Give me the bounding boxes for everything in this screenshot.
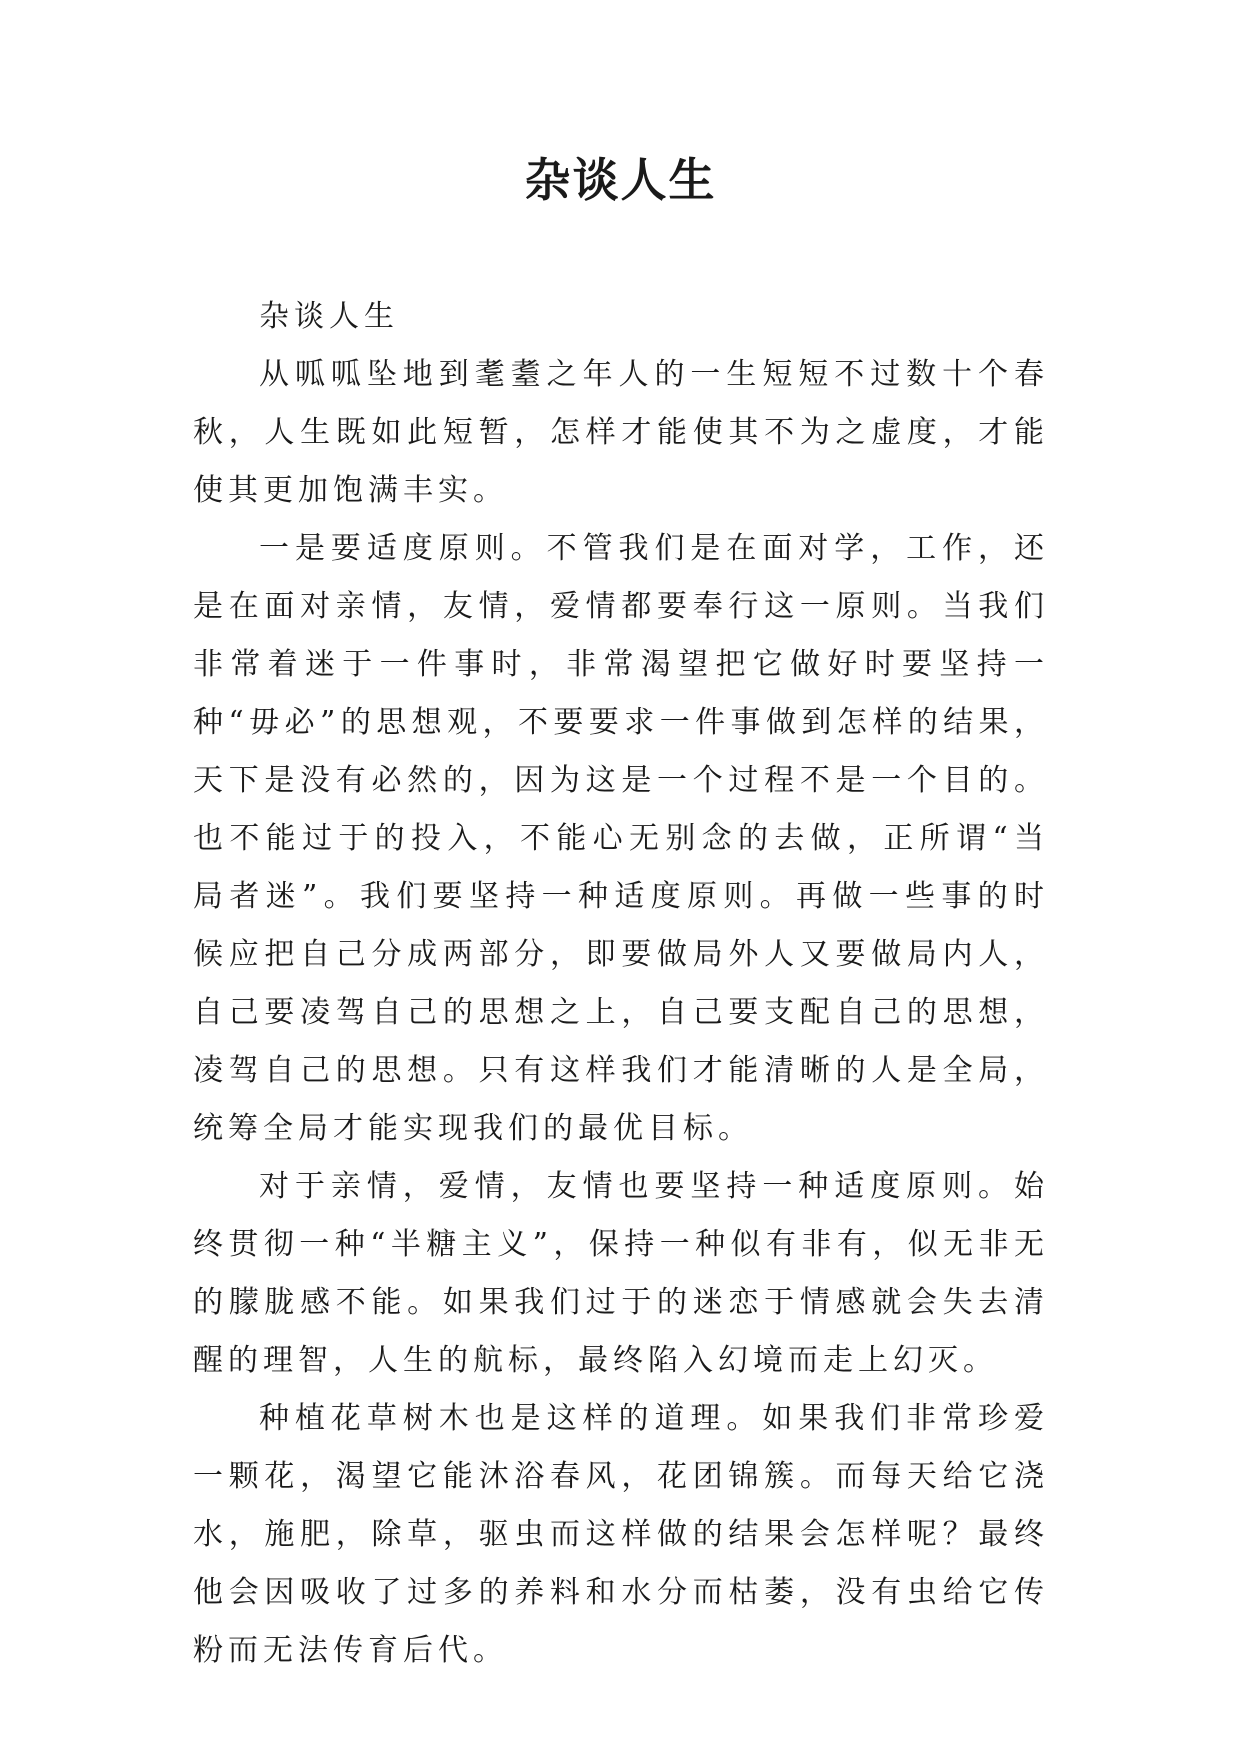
document-title: 杂谈人生	[524, 153, 717, 207]
paragraph-subtitle: 杂谈人生	[259, 299, 399, 334]
paragraph-relationships: 对于亲情，爱情，友情也要坚持一种适度原则。始终贯彻一种“半糖主义”，保持一种似有非有，似无非无的朦胧感不能。如果我们过于的迷恋于情感就会失去清醒的理智，人生的航标，最终陷入幻境而走上幻灭。	[193, 1169, 1049, 1378]
paragraph-intro: 从呱呱坠地到耄耋之年人的一生短短不过数十个春秋，人生既如此短暂，怎样才能使其不为之虚度，才能使其更加饱满丰实。	[193, 357, 1049, 508]
paragraph-moderation-principle: 一是要适度原则。不管我们是在面对学，工作，还是在面对亲情，友情，爱情都要奉行这一原则。当我们非常着迷于一件事时，非常渴望把它做好时要坚持一种“毋必”的思想观，不要要求一件事做到怎样的结果，天下是没有必然的，因为这是一个过程不是一个目的。也不能过于的投入，不能心无别念的去做，正所谓“当局者迷”。我们要坚持一种适度原则。再做一些事的时候应把自己分成两部分，即要做局外人又要做局内人，自己要凌驾自己的思想之上，自己要支配自己的思想，凌驾自己的思想。只有这样我们才能清晰的人是全局，统筹全局才能实现我们的最优目标。	[193, 531, 1049, 1146]
paragraph-plants-analogy: 种植花草树木也是这样的道理。如果我们非常珍爱一颗花，渴望它能沐浴春风，花团锦簇。而每天给它浇水，施肥，除草，驱虫而这样做的结果会怎样呢？最终他会因吸收了过多的养料和水分而枯萎，没有虫给它传粉而无法传育后代。	[193, 1401, 1049, 1668]
document-body	[193, 288, 1049, 1680]
